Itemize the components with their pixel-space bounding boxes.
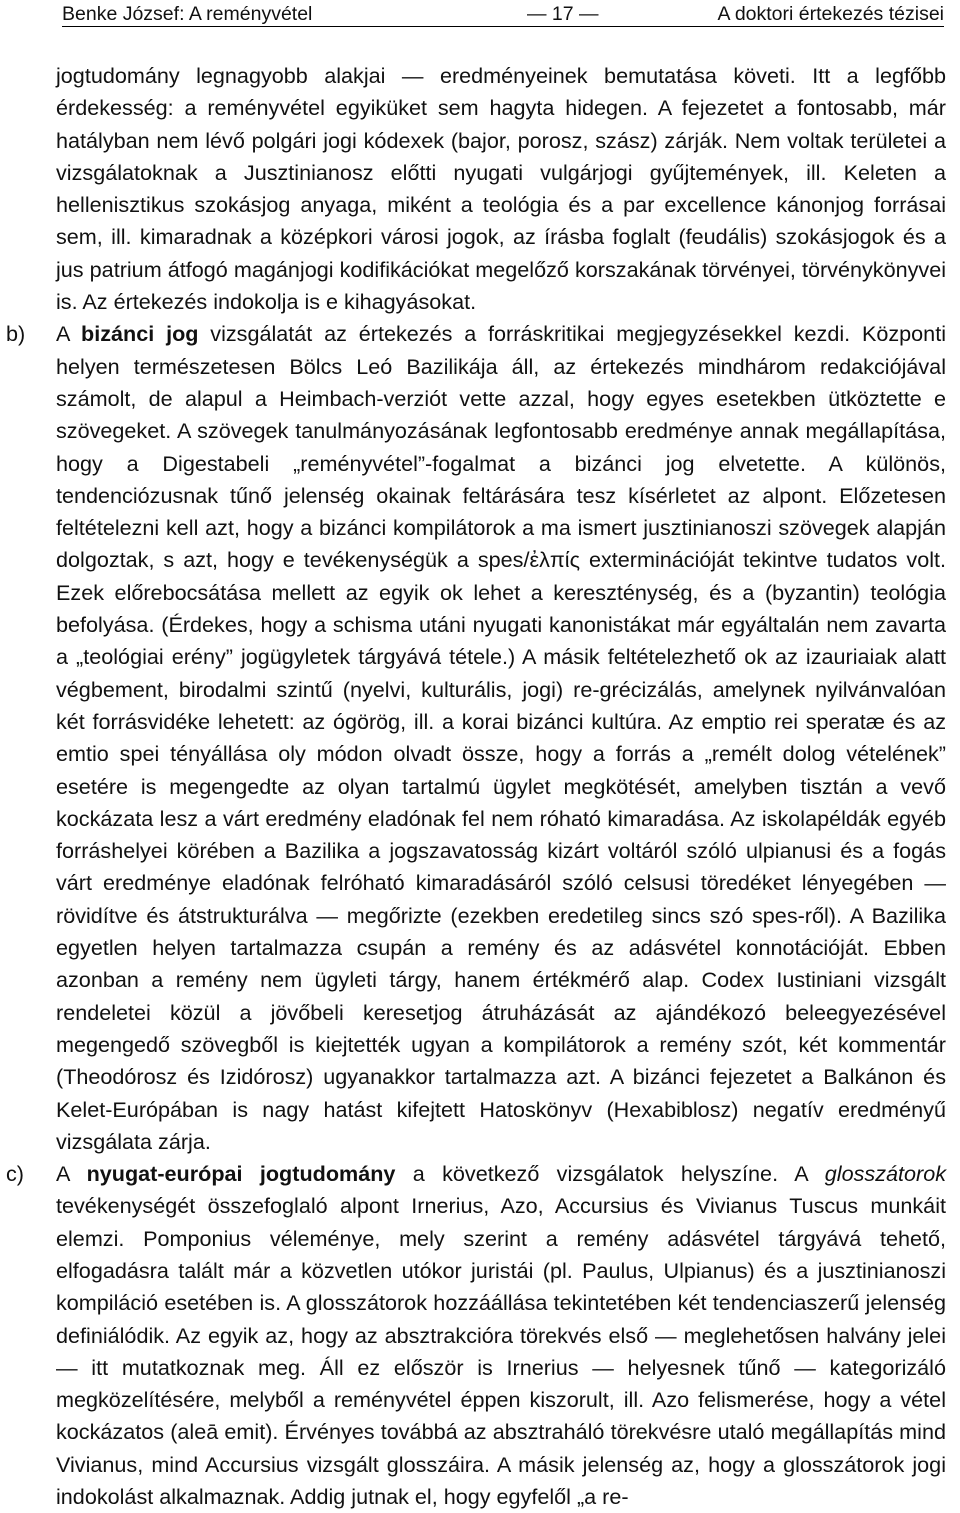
running-header	[62, 2, 944, 27]
item-b-text: vizsgálatát az értekezés a forráskritikai megjegyzésekkel kezdi. Központi helyen természetesen Bölcs Leó Bazilikája áll, az értekezés mindhárom redakciójával számolt, de alapul a Heimbach-verziót vette azzal, hogy egyes esetekben ütköztette e szövegeket. A szövegek tanulmányozásának legfontosabb eredménye annak megállapítása, hogy a Digestabeli „reményvétel”-fogalmat a bizánci jog elvetette. A különös, tendenciózusnak tűnő jelenség okainak feltárására tesz kísérletet az alpont. Előzetesen feltételezni kell azt, hogy a bizánci kompilátorok a ma ismert jusztinianoszi szövegek alapján dolgoztak, s azt, hogy e tevékenységük a spes/ἐλπίς exterminációját tekintve tudatos volt. Ezek előrebocsátása mellett az egyik ok lehet a kereszténység, és a (byzantin) teológia befolyása. (Érdekes, hogy a schisma utáni nyugati kanonistákat már egyáltalán nem zavarta a „teológiai erény” jogügyletek tárgyává tétele.) A másik feltételezhető ok az izauriaiak alatt végbement, birodalmi szintű (nyelvi, kulturális, jogi) re-grécizálás, amelynek nyilvánvalóan két forrásvidéke lehetett: az ógörög, ill. a korai bizánci kultúra. Az emptio rei speratæ és az emtio spei tényállása oly módon olvadt össze, hogy a forrás a „remélt dolog vételének” esetére is megengedte az olyan tartalmú ügylet megkötését, amelyben tisztán a vevő kockázata lesz a várt eredmény eladónak fel nem róható kimaradása. Az iskolapéldák egyéb forráshelyei körében a Bazilika a jogszavatosság kizárt voltáról szóló ulpianusi és a fogás várt eredménye eladónak felróható kimaradásáról szóló celsusi töredéket lényegében — rövidítve és átstrukturálva — megőrizte (ezekben eredetileg sincs szó spes-ről). A Bazilika egyetlen helyen tartalmazza csupán a remény és az adásvétel konnotációját. Ebben azonban a remény nem ügyleti tárgy, hanem értékmérő alap. Codex Iustiniani vizsgált rendeletei közül a jövőbeli keresetjog átruházását az ajándékozó beleegyezésével megengedő szövegből is kiejtették ugyan a kompilátorok a remény szót, két kommentár (Theodórosz és Izidórosz) ugyanakkor tartalmazza azt. A bizánci fejezetet a Balkánon és Kelet-Európában is nagy hatást kifejtett Hatoskönyv (Hexabiblosz) negatív eredményű vizsgálata zárja.	[56, 321, 946, 1154]
list-marker-c: c)	[6, 1161, 24, 1187]
item-b-bold-term: bizánci jog	[81, 321, 199, 347]
item-c-italic-term: glosszátorok	[824, 1161, 947, 1187]
header-author-title: Benke József: A reményvétel	[62, 3, 313, 25]
item-c-lead: A	[56, 1161, 87, 1187]
item-c-bold-term: nyugat-európai jogtudomány	[86, 1161, 396, 1187]
intro-paragraph: jogtudomány legnagyobb alakjai — eredményeinek bemutatása követi. Itt a legfőbb érdekesség: a reményvétel egyiküket sem hagyta hidegen. A fejezetet a fontosabb, már hatályban nem lévő polgári jogi kódexek (bajor, porosz, szász) zárják. Nem voltak területei a vizsgálatoknak a Jusztinianosz előtti nyugati vulgárjogi gyűjtemények, ill. Keleten a hellenisztikus szokásjog anyaga, miként a teológia és a par excellence kánonjog forrásai sem, ill. kimaradnak a középkori városi jogok, az írásba foglalt (feudális) szokásjogok és a jus patrium átfogó magánjogi kodifikációkat megelőző korszakának törvényei, törvénykönyvei is. Az értekezés indokolja is e kihagyásokat.	[56, 63, 946, 315]
item-c-text: tevékenységét összefoglaló alpont Irnerius, Azo, Accursius és Vivianus Tuscus munkáit elemzi. Pomponius véleménye, mely szerint a remény adásvétel tárgyává tehető, elfogadásra talált már a közvetlen utókor juristái (pl. Paulus, Ulpianus) és a jusztinianoszi kompiláció esetében is. A glosszátorok hozzáállása tekintetében két tendenciaszerű jelenség definiálódik. Az egyik az, hogy az absztrakcióra törekvés első — meglehetősen halvány jelei — itt mutatkoznak meg. Áll ez először is Irnerius — helyesnek tűnő — kategorizáló megközelítésére, melyből a reményvétel éppen kiszorult, ill. Azo felismerése, hogy a vétel kockázatos (aleā emit). Érvényes továbbá az absztraháló törekvésre utaló megállapítás mind Vivianus, mind Accursius vizsgált glosszáira. A másik jelenség az, hogy a glosszátorok jogi indokolást alkalmaznak. Addig jutnak el, hogy egyfelől „a re-	[56, 1193, 946, 1510]
list-item-c	[6, 1158, 947, 1513]
item-c-text-before-italic: a következő vizsgálatok helyszíne. A	[395, 1161, 825, 1187]
page-body	[6, 60, 947, 1513]
item-b-lead: A	[56, 321, 82, 347]
header-section: A doktori értekezés tézisei	[717, 3, 944, 25]
list-marker-b: b)	[6, 321, 26, 347]
header-page-number: — 17 —	[527, 3, 599, 25]
list-item-b	[6, 318, 946, 1158]
